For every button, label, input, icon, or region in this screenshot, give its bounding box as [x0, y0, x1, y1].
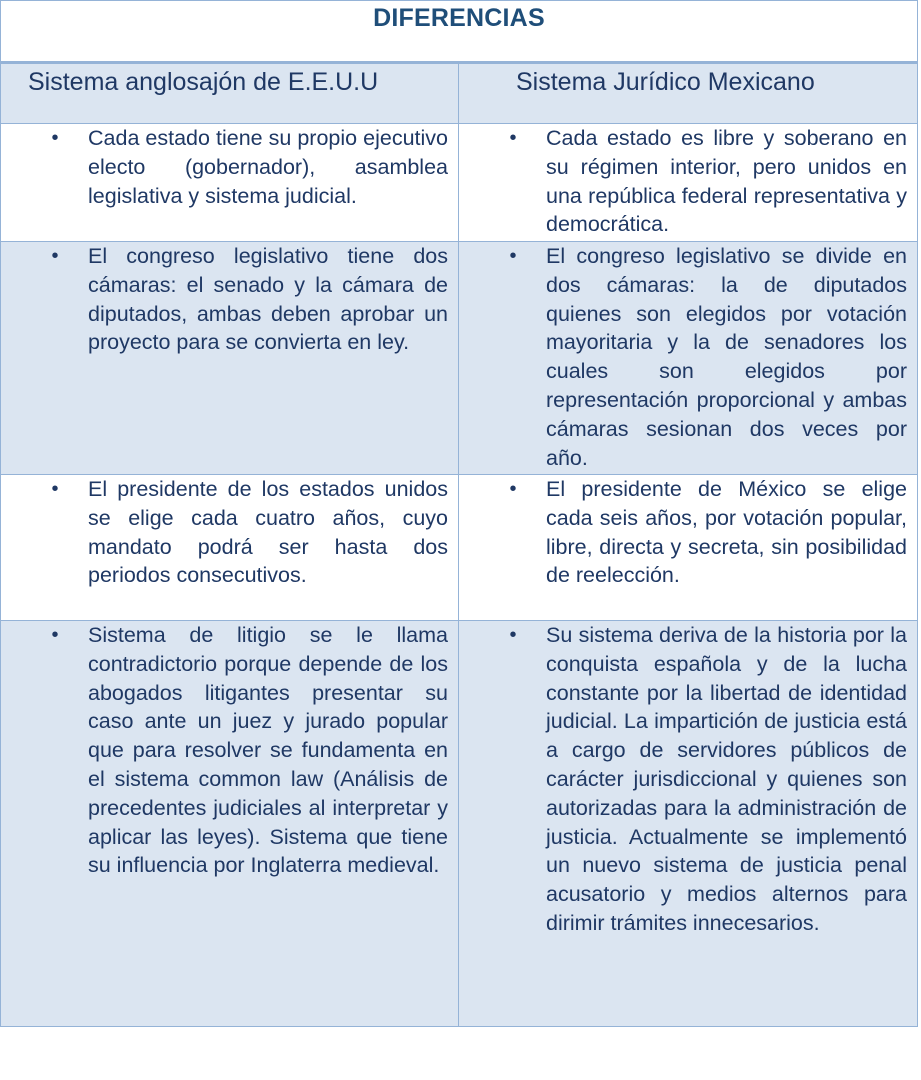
- cell-text: El presidente de México se elige cada seis años, por votación popular, libre, directa y secreta, sin posibilidad de reelección.: [546, 477, 907, 588]
- cell-text: Cada estado tiene su propio ejecutivo electo (gobernador), asamblea legislativa y sistema judicial.: [88, 126, 448, 208]
- bullet-icon: •: [51, 245, 59, 267]
- table-cell: [459, 124, 918, 242]
- cell-text: Su sistema deriva de la historia por la conquista española y de la lucha constante por la libertad de identidad judicial. La impartición de justicia está a cargo de servidores públicos de carácter jurisdiccional y quienes son autorizadas para la administración de justicia. Actualmente se implementó un nuevo sistema de justicia penal acusatorio y medios alternos para dirimir trámites innecesarios.: [546, 623, 907, 935]
- bullet-icon: •: [51, 478, 59, 500]
- header-cell-mx: [459, 62, 918, 124]
- table-cell: [0, 124, 459, 242]
- bullet-icon: •: [509, 127, 517, 149]
- bullet-icon: •: [51, 127, 59, 149]
- table-cell: [0, 621, 459, 1027]
- header-mx: Sistema Jurídico Mexicano: [516, 68, 815, 96]
- cell-text: Sistema de litigio se le llama contradictorio porque depende de los abogados litigantes presentar su caso ante un juez y jurado popular que para resolver se fundamenta en el sistema common law (Análisis de precedentes judiciales al interpretar y aplicar las leyes). Sistema que tiene su influencia por Inglaterra medieval.: [88, 623, 448, 878]
- cell-text: Cada estado es libre y soberano en su régimen interior, pero unidos en una república federal representativa y democrática.: [546, 126, 907, 237]
- table-cell: [459, 621, 918, 1027]
- table-title: DIFERENCIAS: [373, 4, 545, 32]
- header-us: Sistema anglosajón de E.E.U.U: [28, 68, 379, 96]
- bullet-icon: •: [509, 624, 517, 646]
- cell-text: El congreso legislativo tiene dos cámaras: el senado y la cámara de diputados, ambas deben aprobar un proyecto para se convierta en ley.: [88, 244, 448, 355]
- table-cell: [459, 242, 918, 475]
- table-cell: [0, 242, 459, 475]
- cell-text: El presidente de los estados unidos se elige cada cuatro años, cuyo mandato podrá ser hasta dos periodos consecutivos.: [88, 477, 448, 588]
- bullet-icon: •: [509, 245, 517, 267]
- table-cell: [0, 475, 459, 621]
- bullet-icon: •: [509, 478, 517, 500]
- header-cell-us: [0, 62, 459, 124]
- bullet-icon: •: [51, 624, 59, 646]
- table-cell: [459, 475, 918, 621]
- title-row: [0, 0, 918, 62]
- cell-text: El congreso legislativo se divide en dos cámaras: la de diputados quienes son elegidos por votación mayoritaria y la de senadores los cuales son elegidos por representación proporcional y ambas cámaras sesionan dos veces por año.: [546, 244, 907, 470]
- table-grid: [0, 62, 918, 1027]
